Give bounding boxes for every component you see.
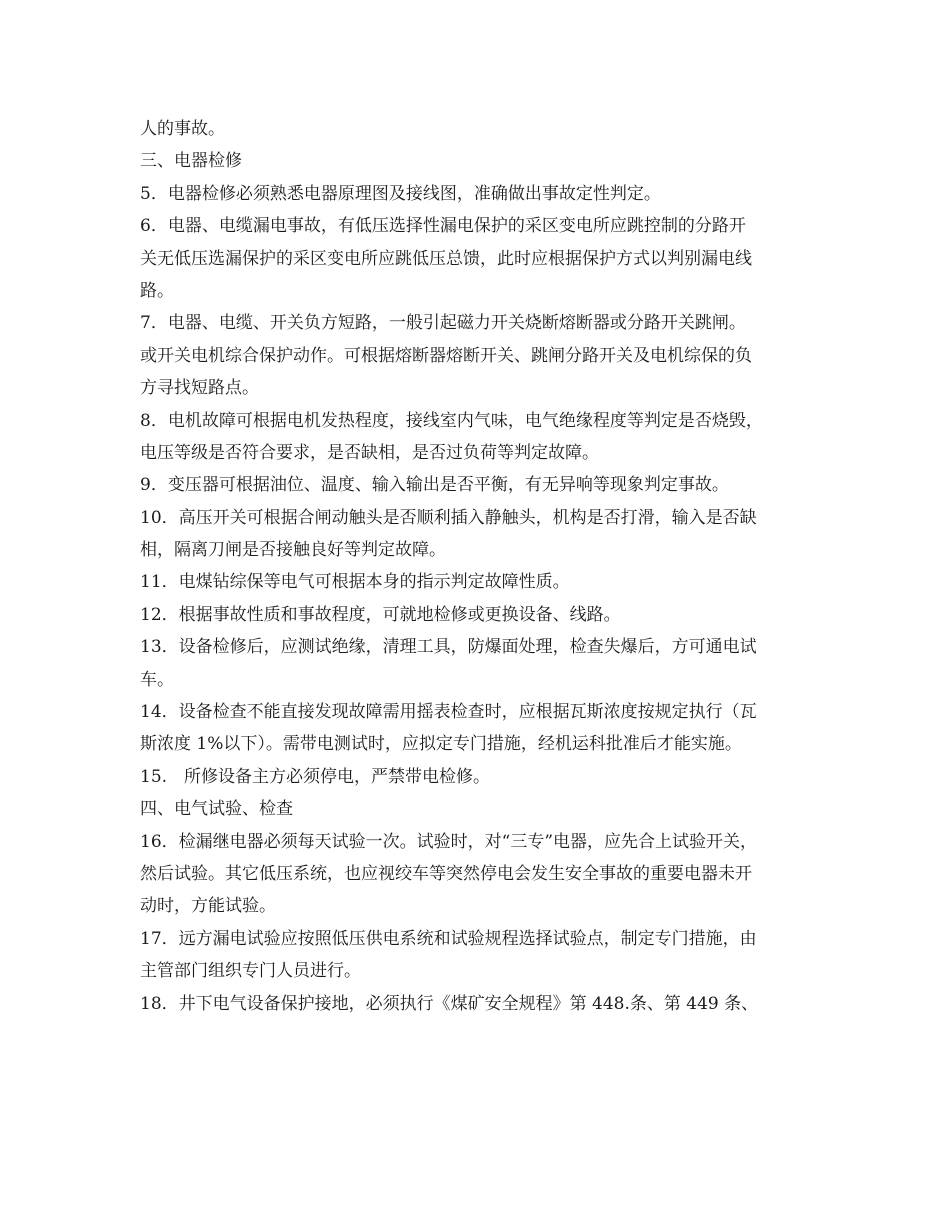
text-line: 关无低压选漏保护的采区变电所应跳低压总馈，此时应根据保护方式以判别漏电线 [140, 248, 752, 269]
text-line: 电压等级是否符合要求，是否缺相，是否过负荷等判定故障。 [140, 442, 599, 463]
section-heading: 四、电气试验、检查 [140, 799, 293, 820]
text-line: 12．根据事故性质和事故程度，可就地检修或更换设备、线路。 [140, 604, 621, 625]
text-line: 主管部门组织专门人员进行。 [140, 961, 361, 982]
text-line: 14．设备检查不能直接发现故障需用摇表检查时，应根据瓦斯浓度按规定执行（瓦 [140, 702, 757, 723]
text-line: 17．远方漏电试验应按照低压供电系统和试验规程选择试验点，制定专门措施，由 [140, 928, 757, 949]
text-line: 16．检漏继电器必须每天试验一次。试验时，对“三专”电器，应先合上试验开关， [140, 831, 758, 852]
section-heading: 三、电器检修 [140, 151, 242, 172]
text-line: 路。 [140, 280, 174, 301]
text-line: 13．设备检修后，应测试绝缘，清理工具，防爆面处理，检查失爆后，方可通电试 [140, 637, 757, 658]
text-line: 斯浓度 1%以下）。需带电测试时，应拟定专门措施，经机运科批准后才能实施。 [140, 734, 742, 755]
text-line: 9．变压器可根据油位、温度、输入输出是否平衡，有无异响等现象判定事故。 [140, 475, 729, 496]
text-line: 7．电器、电缆、开关负方短路，一般引起磁力开关烧断熔断器或分路开关跳闸。 [140, 313, 746, 334]
text-line: 动时，方能试验。 [140, 896, 276, 917]
text-line: 10．高压开关可根据合闸动触头是否顺利插入静触头，机构是否打滑，输入是否缺 [140, 507, 757, 528]
text-line: 5．电器检修必须熟悉电器原理图及接线图，准确做出事故定性判定。 [140, 183, 661, 204]
text-line: 或开关电机综合保护动作。可根据熔断器熔断开关、跳闸分路开关及电机综保的负 [140, 345, 752, 366]
text-line: 15. 所修设备主方必须停电，严禁带电检修。 [140, 766, 491, 787]
document-body [140, 113, 820, 1020]
text-line: 18．井下电气设备保护接地，必须执行《煤矿安全规程》第 448.条、第 449 条、 [140, 993, 759, 1014]
text-line: 8．电机故障可根据电机发热程度，接线室内气味，电气绝缘程度等判定是否烧毁， [140, 410, 763, 431]
text-line: 人的事故。 [140, 119, 225, 139]
text-line: 6．电器、电缆漏电事故，有低压选择性漏电保护的采区变电所应跳控制的分路开 [140, 216, 746, 237]
text-line: 然后试验。其它低压系统，也应视绞车等突然停电会发生安全事故的重要电器未开 [140, 863, 752, 884]
text-line: 方寻找短路点。 [140, 378, 259, 399]
text-line: 车。 [140, 669, 174, 690]
text-line: 相，隔离刀闸是否接触良好等判定故障。 [140, 540, 446, 561]
text-line: 11．电煤钻综保等电气可根据本身的指示判定故障性质。 [140, 572, 570, 593]
